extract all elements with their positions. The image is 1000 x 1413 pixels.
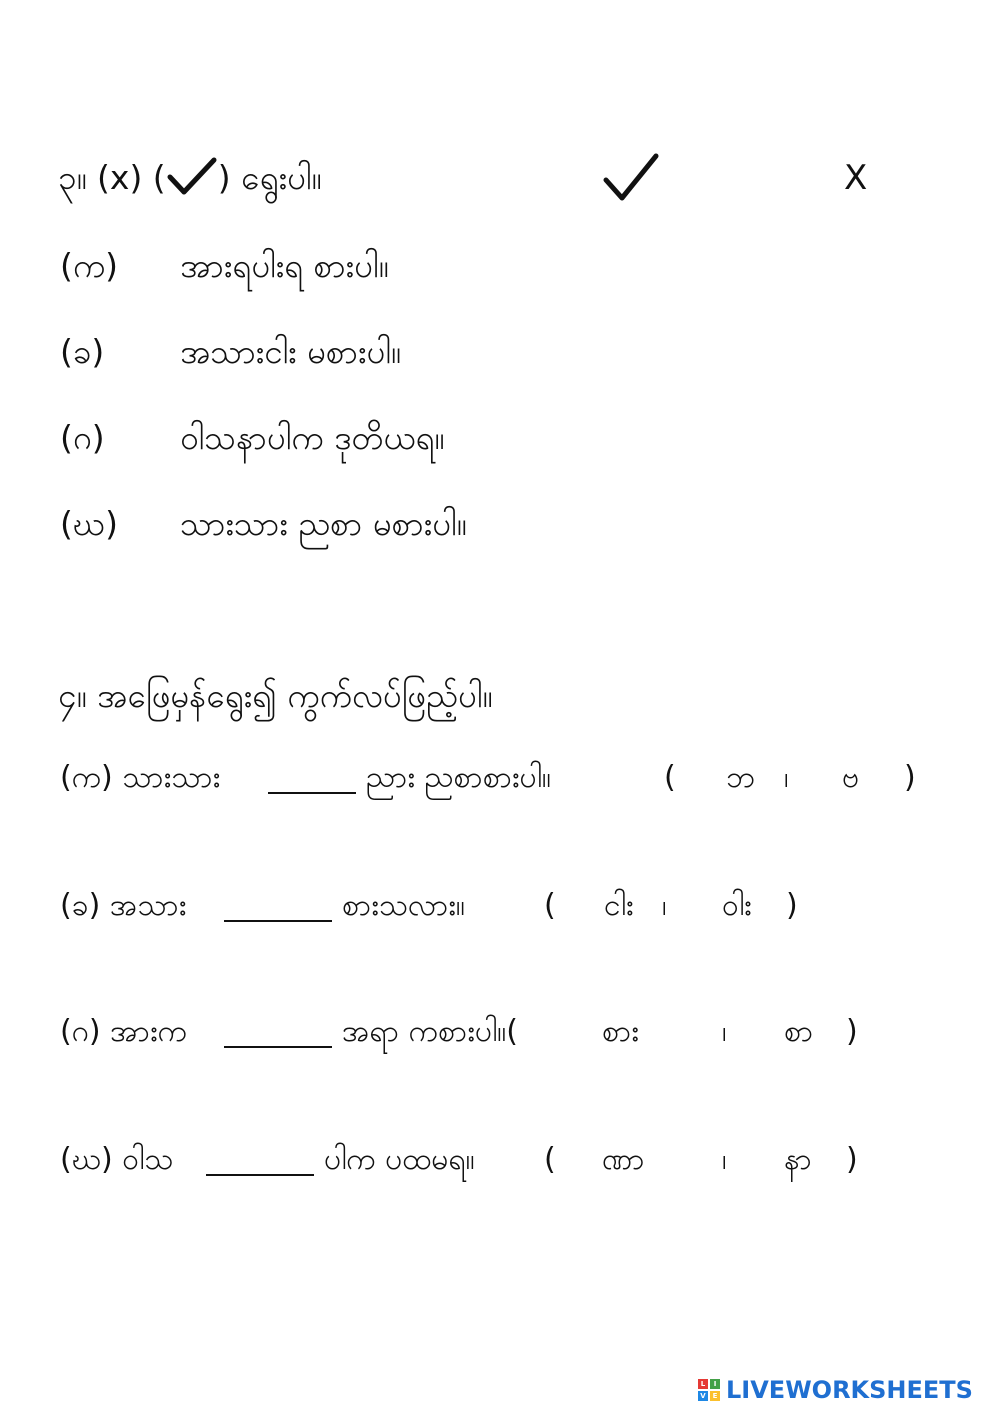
section3-heading-prefix: ၃။ (x) (	[58, 158, 166, 197]
blank-field[interactable]	[268, 762, 356, 794]
section4-item-label: (ခ) အသား	[60, 888, 187, 923]
section4-item-label: (က) သားသား	[60, 760, 221, 795]
logo-letter: E	[710, 1391, 720, 1401]
section3-item-label: (ဂ)	[60, 418, 105, 457]
option-2[interactable]: ဝါး	[722, 888, 752, 923]
option-1[interactable]: စား	[602, 1014, 639, 1049]
section4-item-after: ညား ညစာစားပါ။	[366, 760, 551, 795]
section3-item-text: အသားငါး မစားပါ။	[180, 332, 401, 371]
option-1[interactable]: ဘ	[726, 760, 755, 795]
logo-letter: V	[698, 1391, 708, 1401]
option-separator: ၊	[662, 888, 667, 923]
option-2[interactable]: နာ	[784, 1142, 812, 1177]
section3-item-text: သားသား ညစာ မစားပါ။	[180, 504, 467, 543]
option-2[interactable]: စာ	[784, 1014, 814, 1049]
column-x-label: X	[844, 158, 868, 198]
option-separator: ၊	[784, 760, 789, 795]
options-close-paren: )	[904, 760, 916, 795]
options-close-paren: )	[786, 888, 798, 923]
section3-heading	[58, 156, 321, 200]
section4-item-after: ပါက ပထမရ။	[324, 1142, 475, 1177]
options-open-paren: (	[544, 1142, 556, 1177]
options-close-paren: )	[846, 1014, 858, 1049]
section3-item-text: အားရပါးရ စားပါ။	[180, 246, 389, 285]
logo-letter: L	[698, 1379, 708, 1389]
option-separator: ၊	[722, 1142, 727, 1177]
section3-heading-suffix: ) ရွေးပါ။	[217, 158, 322, 197]
blank-field[interactable]	[206, 1144, 314, 1176]
section4-heading: ၄။ အဖြေမှန်ရွေး၍ ကွက်လပ်ဖြည့်ပါ။	[58, 676, 493, 715]
section3-item-label: (ဃ)	[60, 504, 118, 543]
section3-item-text: ဝါသနာပါက ဒုတိယရ။	[180, 418, 445, 457]
section4-item-label: (ဂ) အားက	[60, 1014, 187, 1049]
section4-item-label: (ဃ) ဝါသ	[60, 1142, 174, 1177]
options-open-paren: (	[664, 760, 676, 795]
options-open-paren: (	[544, 888, 556, 923]
brand-name: LIVEWORKSHEETS	[726, 1376, 973, 1404]
blank-field[interactable]	[224, 1016, 332, 1048]
section3-item-label: (ခ)	[60, 332, 105, 371]
option-separator: ၊	[722, 1014, 727, 1049]
logo-mark-icon	[698, 1379, 720, 1401]
blank-field[interactable]	[224, 890, 332, 922]
option-1[interactable]: ဏာ	[602, 1142, 645, 1177]
section4-item-after: စားသလား။	[342, 888, 465, 923]
option-2[interactable]: ဗ	[842, 760, 860, 795]
liveworksheets-logo	[698, 1376, 973, 1404]
options-close-paren: )	[846, 1142, 858, 1177]
logo-letter: I	[710, 1379, 720, 1389]
section3-item-label: (က)	[60, 246, 119, 285]
option-1[interactable]: ငါး	[604, 888, 634, 923]
checkmark-icon	[166, 157, 218, 197]
column-check-icon	[602, 152, 660, 204]
section4-item-after: အရာ ကစားပါ။(	[342, 1014, 518, 1049]
